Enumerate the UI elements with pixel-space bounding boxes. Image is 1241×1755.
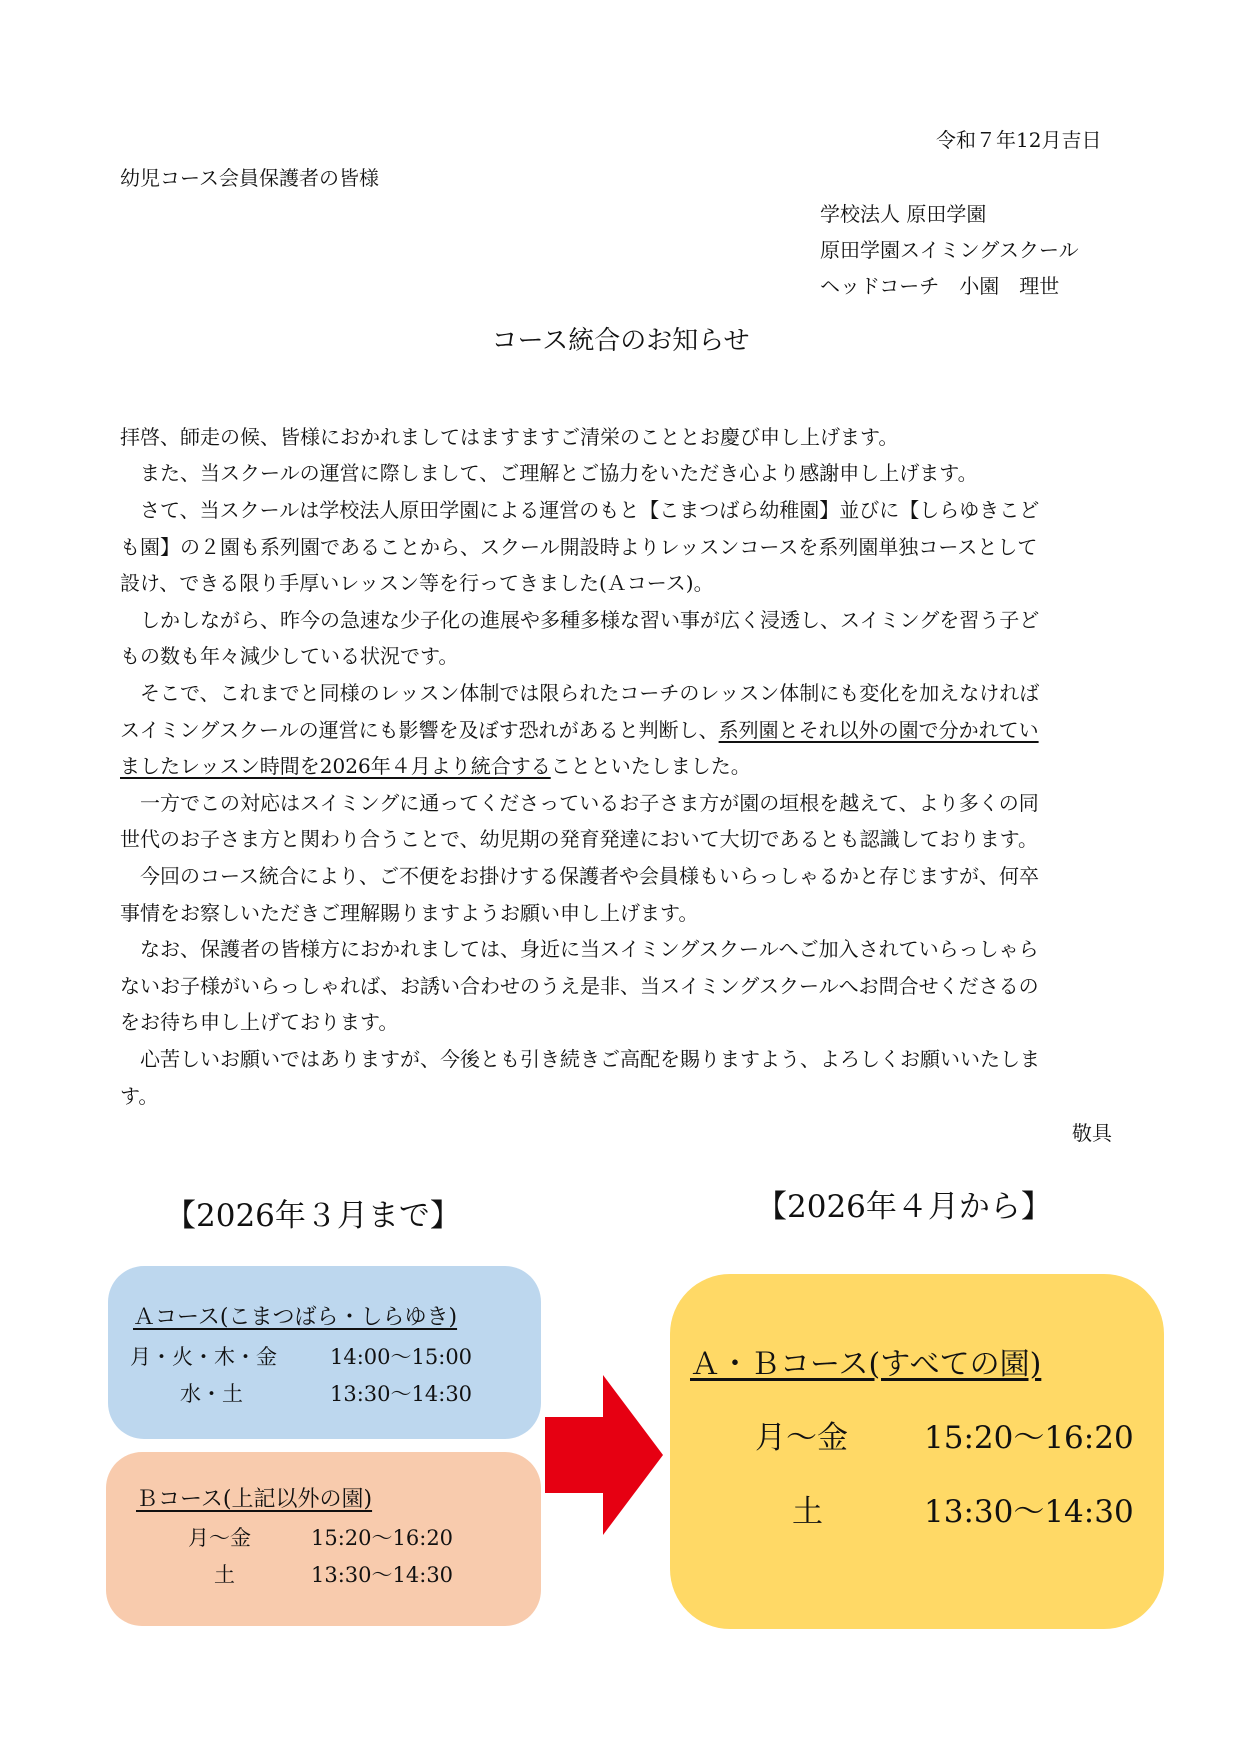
- body-line: [120, 717, 1130, 743]
- course-ab-title: Ａ・Ｂコース(すべての園): [690, 1347, 1042, 1382]
- body-line: [120, 753, 1130, 779]
- underlined-text: ましたレッスン時間を2026年４月より統合する: [120, 754, 551, 778]
- body-line: をお待ち申し上げております。: [120, 1010, 399, 1034]
- body-line: もの数も年々減少している状況です。: [120, 644, 459, 668]
- body-line: 拝啓、師走の候、皆様におかれましてはますますご清栄のこととお慶び申し上げます。: [120, 425, 899, 449]
- course-a-days-2: 水・土: [180, 1382, 243, 1406]
- course-a-days-1: 月・火・木・金: [130, 1345, 277, 1369]
- course-a-title: Ａコース(こまつばら・しらゆき): [133, 1305, 458, 1330]
- course-a-time-2: 13:30～14:30: [330, 1382, 473, 1406]
- course-a-time-1: 14:00～15:00: [330, 1345, 473, 1369]
- after-heading: 【2026年４月から】: [756, 1189, 1052, 1225]
- document-date: 令和７年12月吉日: [936, 128, 1102, 152]
- document-title: コース統合のお知らせ: [491, 326, 750, 356]
- before-heading: 【2026年３月まで】: [165, 1198, 461, 1234]
- course-ab-time-2: 13:30～14:30: [924, 1494, 1134, 1530]
- course-b-box: [106, 1452, 541, 1626]
- body-line: 今回のコース統合により、ご不便をお掛けする保護者や会員様もいらっしゃるかと存じますが、何卒: [140, 864, 1039, 888]
- sender-organization: 学校法人 原田学園: [820, 202, 987, 226]
- course-ab-box: [670, 1274, 1164, 1629]
- body-line: 事情をお察しいただきご理解賜りますようお願い申し上げます。: [120, 901, 699, 925]
- body-line: ないお子様がいらっしゃれば、お誘い合わせのうえ是非、当スイミングスクールへお問合せくださるの: [120, 974, 1039, 998]
- right-arrow-icon: [545, 1375, 663, 1535]
- body-line: 心苦しいお願いではありますが、今後とも引き続きご高配を賜りますよう、よろしくお願いいたしま: [140, 1047, 1040, 1071]
- body-line: も園】の２園も系列園であることから、スクール開設時よりレッスンコースを系列園単独コースとして: [120, 535, 1038, 559]
- course-ab-days-2: 土: [792, 1494, 823, 1530]
- body-line: 設け、できる限り手厚いレッスン等を行ってきました(Ａコース)。: [120, 571, 714, 595]
- body-line: そこで、これまでと同様のレッスン体制では限られたコーチのレッスン体制にも変化を加えなければ: [140, 681, 1040, 705]
- body-line: なお、保護者の皆様方におかれましては、身近に当スイミングスクールへご加入されていらっしゃら: [140, 937, 1039, 961]
- course-b-days-2: 土: [214, 1563, 235, 1587]
- closing-keigu: 敬具: [1072, 1121, 1112, 1145]
- body-text: スイミングスクールの運営にも影響を及ぼす恐れがあると判断し、: [120, 718, 719, 742]
- body-line: 世代のお子さま方と関わり合うことで、幼児期の発育発達において大切であるとも認識しております。: [120, 827, 1038, 851]
- body-line: 一方でこの対応はスイミングに通ってくださっているお子さま方が園の垣根を越えて、より多くの同: [140, 791, 1039, 815]
- course-b-time-2: 13:30～14:30: [311, 1563, 454, 1587]
- body-line: さて、当スクールは学校法人原田学園による運営のもと【こまつばら幼稚園】並びに【しらゆきこど: [140, 498, 1040, 522]
- body-text: ことといたしました。: [550, 754, 751, 778]
- body-line: しかしながら、昨今の急速な少子化の進展や多種多様な習い事が広く浸透し、スイミングを習う子ど: [140, 608, 1040, 632]
- body-line: す。: [120, 1084, 159, 1108]
- course-a-box: [108, 1266, 541, 1439]
- course-b-days-1: 月～金: [188, 1526, 251, 1550]
- course-b-title: Ｂコース(上記以外の園): [136, 1487, 373, 1512]
- sender-school: 原田学園スイミングスクール: [820, 238, 1079, 262]
- sender-name: ヘッドコーチ 小園 理世: [820, 274, 1060, 298]
- body-line: また、当スクールの運営に際しまして、ご理解とご協力をいただき心より感謝申し上げます。: [140, 461, 978, 485]
- course-b-time-1: 15:20～16:20: [311, 1526, 454, 1550]
- underlined-text: 系列園とそれ以外の園で分かれてい: [718, 718, 1039, 742]
- course-ab-days-1: 月～金: [755, 1420, 848, 1456]
- recipient-line: 幼児コース会員保護者の皆様: [120, 166, 379, 190]
- course-ab-time-1: 15:20～16:20: [924, 1420, 1134, 1456]
